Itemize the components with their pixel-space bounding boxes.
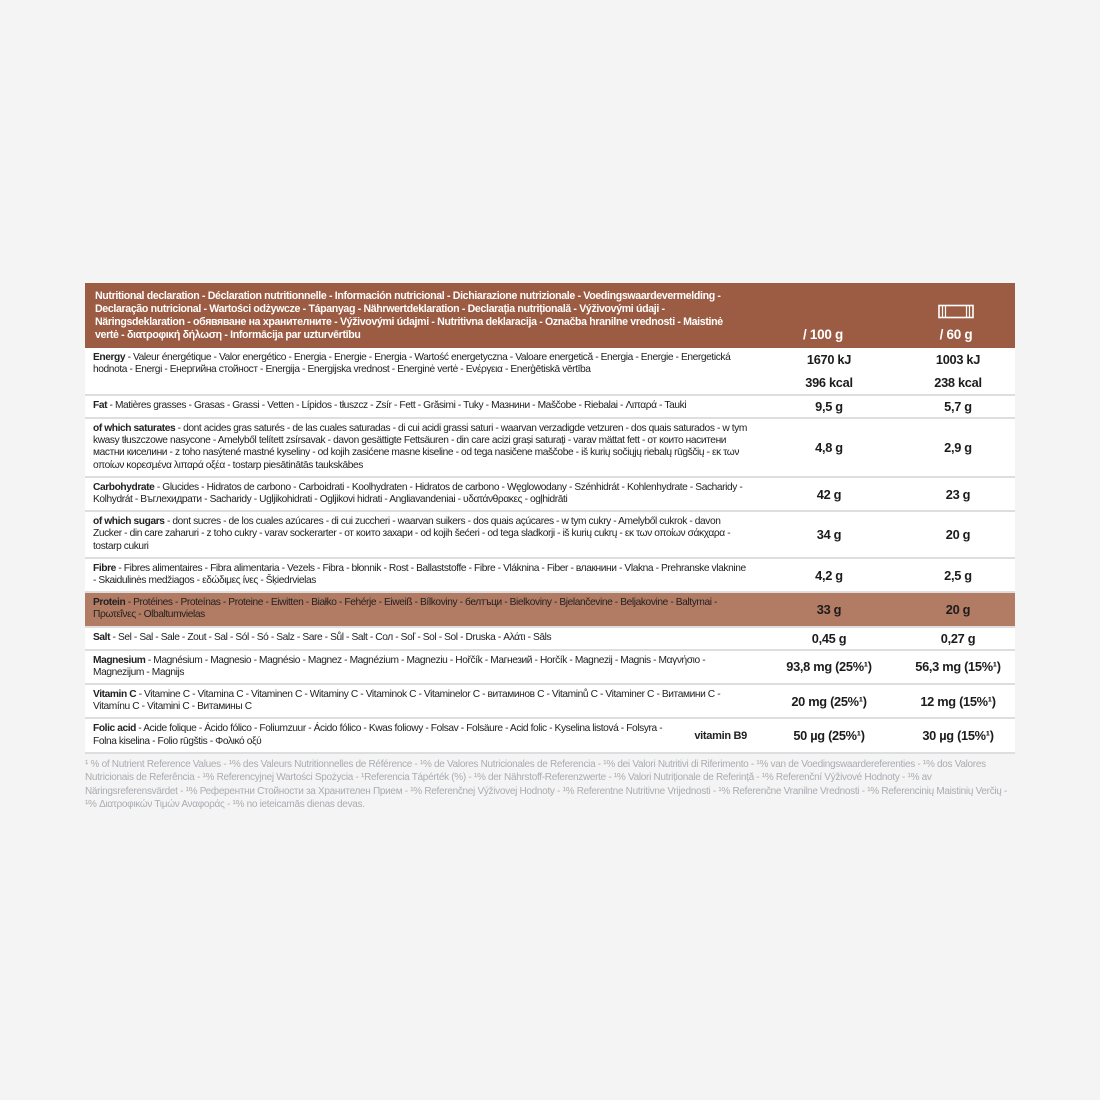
row-label bbox=[85, 348, 757, 394]
nutrient-name: Carbohydrate bbox=[93, 481, 155, 493]
row-fat bbox=[85, 394, 1015, 417]
value-kcal: 238 kcal bbox=[934, 375, 982, 390]
row-folic-acid bbox=[85, 717, 1015, 751]
row-vitamin-c bbox=[85, 683, 1015, 717]
nutrient-translations: - Protéines - Proteínas - Proteine - Eiwitten - Białko - Fehérje - Eiweiß - Bílkoviny - белтъци - Bielkoviny - Bjelančevine - Beljakovine - Baltymai - Πρωτεΐνες - Olbaltumvielas bbox=[93, 597, 718, 621]
nutrient-name: Folic acid bbox=[93, 723, 136, 735]
value-per-100g: 4,8 g bbox=[815, 439, 843, 455]
column-header-per-60g bbox=[897, 283, 1015, 348]
value-per-60g: 20 g bbox=[945, 601, 971, 617]
bar-icon bbox=[933, 302, 979, 321]
row-label bbox=[85, 396, 757, 417]
value-per-60g: 5,7 g bbox=[944, 399, 972, 414]
nutrient-translations: - Sel - Sal - Sale - Zout - Sal - Sól - Só - Salz - Sare - Sůl - Salt - Сол - Soľ - Sol - Sol - Druska - Αλάτι - Sāls bbox=[110, 631, 552, 643]
value-kj: 1003 kJ bbox=[935, 352, 981, 367]
row-protein bbox=[85, 591, 1015, 625]
value-per-100g: 9,5 g bbox=[815, 399, 843, 414]
nutrient-translations: - Matières grasses - Grasas - Grassi - Vetten - Lípidos - tłuszcz - Zsír - Fett - Grăsimi - Tuky - Мазнини - Maščobe - Riebalai - Λιπαρά - Tauki bbox=[107, 400, 687, 411]
value-kcal: 396 kcal bbox=[805, 375, 853, 390]
nutrient-translations: - Magnésium - Magnesio - Magnésio - Magnez - Magnézium - Magneziu - Hořčík - Магнезий - Horčík - Magnezij - Magnis - Μαγνήσιο - Magnezijum - Magnijs bbox=[93, 654, 706, 678]
row-fibre bbox=[85, 557, 1015, 591]
row-label bbox=[85, 651, 757, 683]
row-label bbox=[85, 628, 757, 649]
value-per-100g: 93,8 mg (25%¹) bbox=[786, 659, 872, 675]
nutrient-name: Magnesium bbox=[93, 654, 146, 666]
reference-values-footnote: ¹ % of Nutrient Reference Values - ¹% des Valeurs Nutritionnelles de Référence - ¹% de Valores Nutricionales de Referencia - ¹% dei Valori Nutritivi di Riferimento - ¹% van de Voedingswaardereferenties - ¹% dos Valores Nutricionais de Referência - ¹% Referencyjnej Wartości Spożycia - ¹Referencia Tápérték (%) - ¹% der Nährstoff-Referenzwerte - ¹% Valori Nutriționale de Referință - ¹% Referenční Výživové Hodnoty - ¹% av Näringsreferensvärdet - ¹% Референтни Стойности за Хранителен Прием - ¹% Referenčnej Výživovej Hodnoty - ¹% Referentne Nutritivne Vrijednosti - ¹% Referenčne Vranilne Vrednosti - ¹% Referencinių Maistinių Verčių - ¹% Διατροφικών Τιμών Αναφοράς - ¹% no ieteicamās dienas devas. bbox=[85, 758, 1008, 811]
row-label bbox=[85, 719, 757, 751]
column-header-per-100g bbox=[749, 283, 897, 348]
value-per-100g: 4,2 g bbox=[815, 567, 843, 583]
nutrient-name: Energy bbox=[93, 352, 126, 363]
nutrient-translations: - Glucides - Hidratos de carbono - Carboidrati - Koolhydraten - Hidratos de carbono - Węglowodany - Szénhidrát - Kohlenhydrate - Sacharidy - Kolhydrát - Въглехидрати - Sacharidy - Ugljikohidrati - Ogljikovi hidrati - Angliavandeniai - υδατάνθρακες - ogļhidrāti bbox=[93, 481, 743, 506]
value-per-60g: 12 mg (15%¹) bbox=[920, 693, 996, 709]
row-label bbox=[85, 478, 757, 510]
value-per-100g: 34 g bbox=[816, 527, 842, 543]
value-per-60g: 20 g bbox=[945, 527, 971, 543]
value-per-60g bbox=[901, 348, 1015, 394]
nutrient-translations: - dont sucres - de los cuales azúcares - di cui zuccheri - waarvan suikers - dos quais açúcares - w tym cukry - Amelyből cukrok - davon Zucker - din care zaharuri - z toho cukry - varav sockerarter - от които захари - od kojih šećeri - od tega sladkorji - iš kurių cukrų - εκ των οποίων σάκχαρα - tostarp cukuri bbox=[93, 516, 731, 552]
value-per-60g: 2,5 g bbox=[944, 567, 972, 583]
value-kj: 1670 kJ bbox=[806, 352, 852, 367]
nutrient-name: of which sugars bbox=[93, 516, 165, 528]
value-per-60g: 23 g bbox=[945, 486, 971, 502]
row-label bbox=[85, 593, 757, 625]
nutrient-name: Protein bbox=[93, 597, 126, 609]
value-per-60g: 56,3 mg (15%¹) bbox=[915, 659, 1001, 675]
nutrient-translations: - dont acides gras saturés - de las cuales saturadas - di cui acidi grassi saturi - waarvan verzadigde vetzuren - dos quais saturados - w tym kwasy tłuszczowe nasycone - Amelyből telített zsírsavak - davon gesättigte Fettsäuren - din care acizi grași saturați - varav mättat fett - от които наситени мастни киселини - z toho nasýtené mastné kyseliny - od kojih zasićene masne kiseline - od tega nasičene maščobe - iš kurių sočiųjų riebalų rūgščių - εκ των οποίων κορεσμένα λιπαρά οξέα - tostarp piesātinātās taukskābes bbox=[93, 423, 747, 471]
nutrient-name: Fat bbox=[93, 400, 108, 411]
value-per-100g bbox=[757, 348, 901, 394]
row-salt bbox=[85, 626, 1015, 649]
table-title: Nutritional declaration - Déclaration nutritionnelle - Información nutricional - Dichiarazione nutrizionale - Voedingswaardevermelding - Declaração nutricional - Wartości odżywcze - Tápanyag - Nährwertdeklaration - Declarația nutrițională - Výživovými údaji - Näringsdeklaration - обявяване на хранителните - Výživovými údajmi - Nutritivna deklaracija - Označba hranilne vrednosti - Maistinė vertė - διατροφική δήλωση - Informācija par uzturvērtību bbox=[95, 290, 723, 341]
per-100g-label: / 100 g bbox=[803, 327, 843, 342]
nutrient-translations: - Acide folique - Ácido fólico - Foliumzuur - Ácido fólico - Kwas foliowy - Folsav - Folsäure - Acid folic - Kyselina listová - Folsyra - Folna kiselina - Folio rūgštis - Φολικό οξύ bbox=[93, 723, 663, 747]
nutrient-name: Fibre bbox=[93, 562, 116, 574]
row-carbohydrate bbox=[85, 476, 1015, 510]
row-sugars bbox=[85, 510, 1015, 557]
nutrition-panel bbox=[85, 283, 1015, 812]
nutrient-name: of which saturates bbox=[93, 423, 176, 434]
value-per-100g: 50 µg (25%¹) bbox=[793, 728, 865, 744]
row-label bbox=[85, 685, 757, 717]
value-per-100g: 0,45 g bbox=[811, 630, 847, 646]
table-header bbox=[85, 283, 1015, 348]
row-energy bbox=[85, 348, 1015, 394]
nutrition-table bbox=[85, 283, 1015, 754]
value-per-60g: 30 µg (15%¹) bbox=[922, 728, 994, 744]
nutrient-translations: - Fibres alimentaires - Fibra alimentaria - Vezels - Fibra - błonnik - Rost - Ballaststoffe - Fibre - Vláknina - Fiber - влакнини - Vlakna - Prehranske vlaknine - Skaidulinės medžiagos - εδώδιμες ίνες - Šķiedrvielas bbox=[93, 562, 746, 587]
nutrient-name: Salt bbox=[93, 631, 111, 643]
row-magnesium bbox=[85, 649, 1015, 683]
per-60g-label: / 60 g bbox=[939, 327, 973, 342]
value-per-100g: 33 g bbox=[816, 601, 842, 617]
row-label bbox=[85, 559, 757, 591]
value-per-100g: 20 mg (25%¹) bbox=[791, 693, 867, 709]
row-label bbox=[85, 512, 757, 557]
value-per-100g: 42 g bbox=[816, 486, 842, 502]
row-saturates bbox=[85, 417, 1015, 476]
row-label bbox=[85, 419, 757, 476]
nutrient-translations: - Vitamine C - Vitamina C - Vitaminen C - Witaminy C - Vitaminok C - Vitaminelor C - витаминов C - Vitaminů C - Vitaminer C - Витамини C - Vitamínu C - Vitamini C - Витамины C bbox=[93, 689, 721, 713]
nutrient-name: Vitamin C bbox=[93, 689, 137, 701]
value-per-60g: 0,27 g bbox=[940, 630, 976, 646]
vitamin-b9-label: vitamin B9 bbox=[694, 729, 747, 742]
value-per-60g: 2,9 g bbox=[944, 439, 972, 455]
nutrient-translations: - Valeur énergétique - Valor energético - Energia - Energie - Energia - Wartość energetyczna - Valoare energetică - Energia - Energie - Energetická hodnota - Energi - Енергийна стойност - Energija - Energijska vrednost - Energinė vertė - Ενέργεια - Enerģētiskā vērtība bbox=[93, 352, 731, 376]
